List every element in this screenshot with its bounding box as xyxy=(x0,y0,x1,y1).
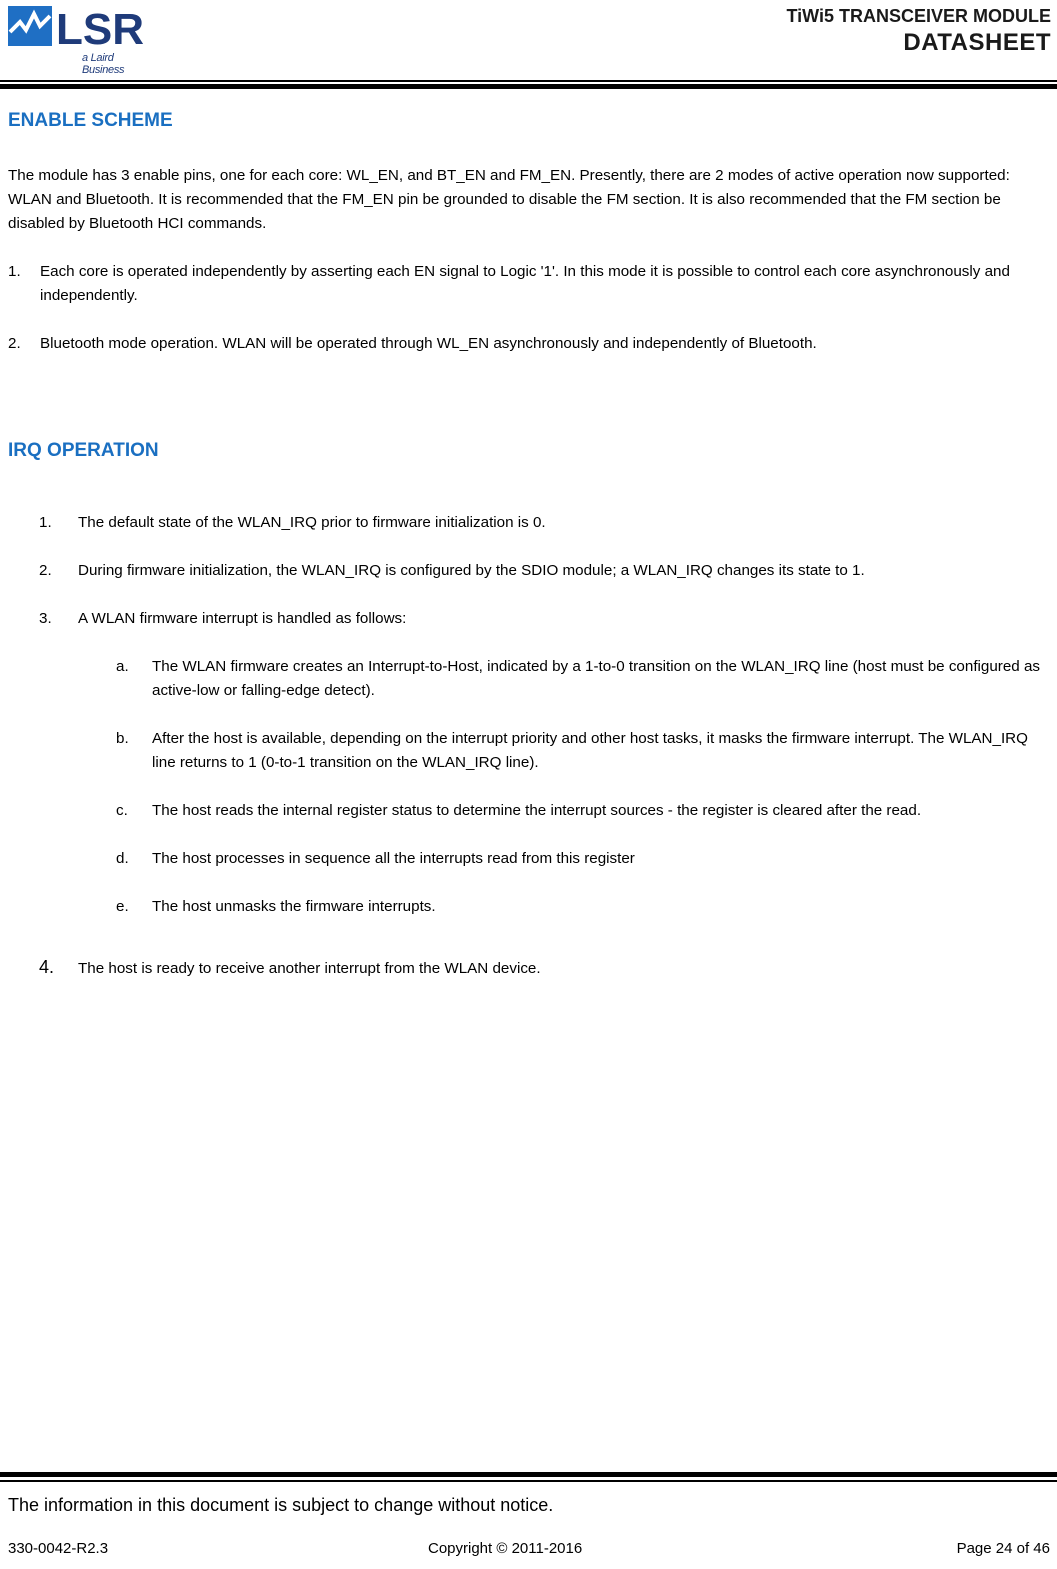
list-text: Each core is operated independently by asserting each EN signal to Logic '1'. In this mode it is possible to control each core asynchronously and independently. xyxy=(40,263,1010,304)
list-text: The default state of the WLAN_IRQ prior to firmware initialization is 0. xyxy=(78,514,546,531)
sub-list-text: The host reads the internal register status to determine the interrupt sources - the register is cleared after the read. xyxy=(152,802,922,819)
list-item xyxy=(8,511,1053,535)
copyright: Copyright © 2011-2016 xyxy=(428,1540,583,1557)
sub-list-text: The host processes in sequence all the interrupts read from this register xyxy=(152,850,635,867)
sub-list-text: The host unmasks the firmware interrupts. xyxy=(152,898,436,915)
sub-list-letter: e. xyxy=(116,898,129,915)
list-item xyxy=(8,332,1053,356)
list-number: 2. xyxy=(39,562,52,579)
sub-list-letter: b. xyxy=(116,730,129,747)
title-line-1: TiWi5 TRANSCEIVER MODULE xyxy=(786,6,1051,26)
sub-list-item xyxy=(8,847,1053,871)
enable-scheme-intro: The module has 3 enable pins, one for each core: WL_EN, and BT_EN and FM_EN. Presently, there are 2 modes of active operation now supported: WLAN and Bluetooth. It is recommended that the FM_EN pin be grounded to disable the FM section. It is also recommended that the FM section be disabled by Bluetooth HCI commands. xyxy=(8,167,1010,232)
list-number: 2. xyxy=(8,335,21,352)
lsr-logo xyxy=(6,2,156,76)
sub-list-letter: d. xyxy=(116,850,129,867)
document-title xyxy=(786,4,1051,58)
page-number: Page 24 of 46 xyxy=(956,1540,1050,1557)
page-header xyxy=(0,0,1057,90)
list-text: The host is ready to receive another interrupt from the WLAN device. xyxy=(78,960,541,977)
sub-list-letter: a. xyxy=(116,658,129,675)
header-divider-thin xyxy=(0,80,1057,82)
list-item xyxy=(8,607,1053,631)
sub-list-item xyxy=(8,799,1053,823)
svg-text:LSR: LSR xyxy=(56,5,144,52)
logo-subtitle: a Laird Business xyxy=(82,52,125,76)
list-text: A WLAN firmware interrupt is handled as follows: xyxy=(78,610,407,627)
list-number: 4. xyxy=(39,957,55,977)
page-content xyxy=(8,108,1053,981)
list-item xyxy=(8,260,1053,308)
footer-divider-thin xyxy=(0,1480,1057,1482)
footer-notice: The information in this document is subject to change without notice. xyxy=(8,1495,554,1515)
list-text: During firmware initialization, the WLAN_IRQ is configured by the SDIO module; a WLAN_IRQ changes its state to 1. xyxy=(78,562,865,579)
title-line-2: DATASHEET xyxy=(903,29,1051,56)
list-number: 3. xyxy=(39,610,52,627)
list-number: 1. xyxy=(8,263,21,280)
doc-number: 330-0042-R2.3 xyxy=(8,1540,109,1557)
section-heading-irq-operation: IRQ OPERATION xyxy=(8,440,159,461)
list-item xyxy=(8,957,1053,981)
section-heading-enable-scheme: ENABLE SCHEME xyxy=(8,110,173,131)
sub-list-text: After the host is available, depending on the interrupt priority and other host tasks, it masks the firmware interrupt. The WLAN_IRQ line returns to 1 (0-to-1 transition on the WLAN_IRQ line). xyxy=(152,730,1028,771)
sub-list-item xyxy=(8,655,1053,703)
sub-list-item xyxy=(8,727,1053,775)
header-divider-thick xyxy=(0,84,1057,89)
sub-list-item xyxy=(8,895,1053,919)
list-item xyxy=(8,559,1053,583)
footer-divider-thick xyxy=(0,1472,1057,1477)
lsr-logo-mark-icon xyxy=(6,2,156,52)
sub-list-letter: c. xyxy=(116,802,128,819)
list-number: 1. xyxy=(39,514,52,531)
list-text: Bluetooth mode operation. WLAN will be operated through WL_EN asynchronously and independently of Bluetooth. xyxy=(40,335,817,352)
sub-list-text: The WLAN firmware creates an Interrupt-to-Host, indicated by a 1-to-0 transition on the WLAN_IRQ line (host must be configured as active-low or falling-edge detect). xyxy=(152,658,1041,699)
